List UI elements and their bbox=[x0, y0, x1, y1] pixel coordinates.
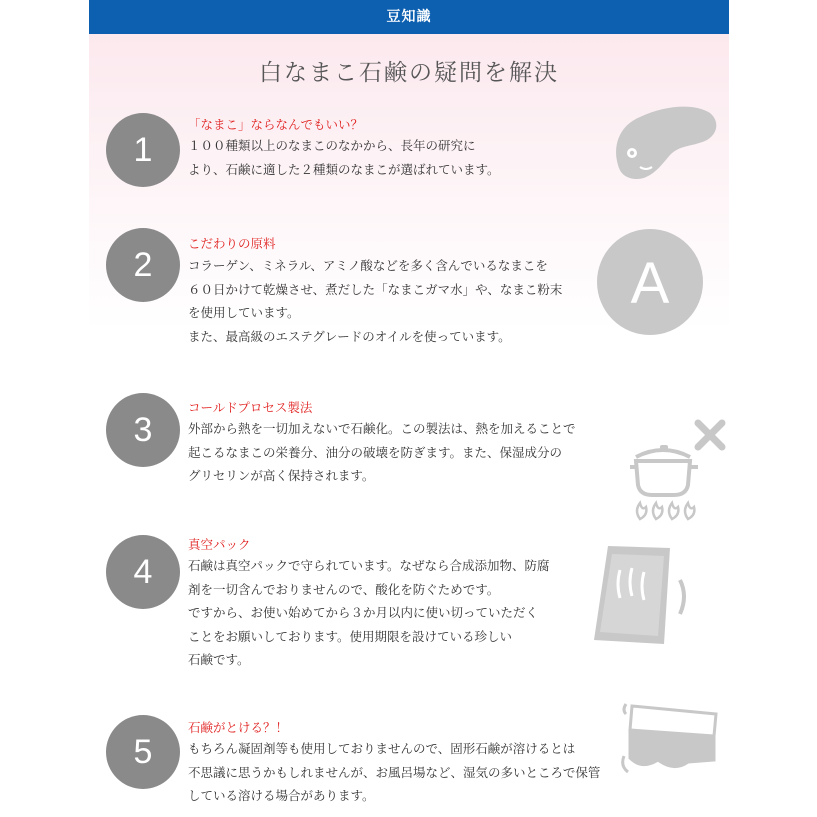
item-2-body bbox=[188, 254, 562, 348]
step-number-1: 1 bbox=[106, 113, 180, 187]
step-number-2: 2 bbox=[106, 228, 180, 302]
item-4-line: 剤を一切含んでおりませんので、酸化を防ぐためです。 bbox=[188, 581, 500, 597]
sea-cucumber-icon bbox=[610, 95, 720, 185]
item-5-line: している溶ける場合があります。 bbox=[188, 788, 375, 803]
item-3-body bbox=[188, 417, 576, 488]
step-number-5: 5 bbox=[106, 715, 180, 789]
item-1-body bbox=[188, 134, 500, 181]
item-1-title: 「なまこ」ならなんでもいい？ bbox=[188, 117, 364, 132]
item-2-line: を使用しています。 bbox=[188, 305, 300, 320]
item-4-line: ですから、お使い始めてから３か月以内に使い切っていただく bbox=[188, 605, 539, 620]
item-5-body bbox=[188, 737, 600, 808]
item-5-line: 不思議に思うかもしれませんが、お風呂場など、湿気の多いところで保管 bbox=[188, 764, 601, 780]
item-1-line: １００種類以上のなまこのなかから、長年の研究に bbox=[188, 138, 476, 153]
step-number-3: 3 bbox=[106, 393, 180, 467]
item-4-title: 真空パック bbox=[188, 537, 251, 552]
item-3-title: コールドプロセス製法 bbox=[188, 400, 313, 415]
no-heat-pot-icon bbox=[628, 415, 730, 523]
item-2-line: また、最高級のエステグレードのオイルを使っています。 bbox=[188, 328, 511, 344]
item-5-title: 石鹸がとける？！ bbox=[188, 720, 289, 735]
item-4-line: 石鹸です。 bbox=[188, 652, 250, 667]
header-bar bbox=[89, 0, 729, 34]
grade-a-letter: A bbox=[630, 251, 670, 316]
item-2-line: コラーゲン、ミネラル、アミノ酸などを多く含んでいるなまこを bbox=[188, 258, 548, 273]
melting-soap-icon bbox=[618, 700, 723, 780]
item-1-line: より、石鹸に適した２種類のなまこが選ばれています。 bbox=[188, 161, 500, 177]
item-4-line: ことをお願いしております。使用期限を設けている珍しい bbox=[188, 628, 513, 644]
item-3-line: 外部から熱を一切加えないで石鹸化。この製法は、熱を加えることで bbox=[188, 421, 576, 436]
item-2-line: ６０日かけて乾燥させ、煮だした「なまこガマ水」や、なまこ粉末 bbox=[188, 281, 563, 297]
item-4-body bbox=[188, 554, 550, 672]
page-title: 白なまこ石鹸の疑問を解決 bbox=[259, 60, 559, 86]
grade-a-icon bbox=[595, 227, 705, 337]
item-3-line: グリセリンが高く保持されます。 bbox=[188, 468, 375, 483]
item-3-line: 起こるなまこの栄養分、油分の破壊を防ぎます。また、保湿成分の bbox=[188, 444, 563, 460]
header-label: 豆知識 bbox=[386, 9, 432, 25]
step-number-4: 4 bbox=[106, 535, 180, 609]
item-4-line: 石鹸は真空パックで守られています。なぜなら合成添加物、防腐 bbox=[188, 558, 550, 573]
item-2-title: こだわりの原料 bbox=[188, 236, 276, 251]
item-5-line: もちろん凝固剤等も使用しておりませんので、固形石鹸が溶けるとは bbox=[188, 741, 576, 756]
vacuum-pack-icon bbox=[590, 540, 695, 650]
